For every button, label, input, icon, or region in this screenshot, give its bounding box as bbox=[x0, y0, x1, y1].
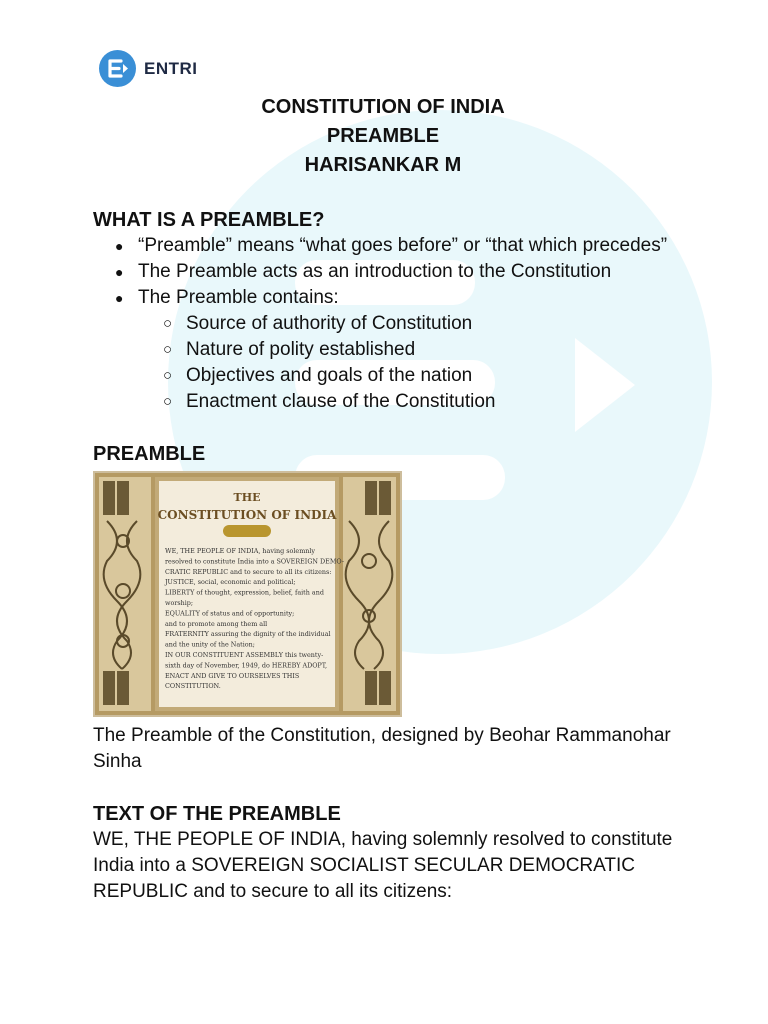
logo-text: ENTRI bbox=[144, 58, 198, 78]
image-text-line: CONSTITUTION. bbox=[165, 682, 221, 691]
image-text-line: resolved to constitute India into a SOVEREIGN DEMO- bbox=[165, 557, 345, 566]
image-text-line: and to promote among them all bbox=[165, 619, 268, 628]
preamble-text: WE, THE PEOPLE OF INDIA, having solemnly resolved to constitute India into a SOVEREIGN SOCIALIST SECULAR DEMOCRATIC REPUBLIC and to secure to all its citizens: bbox=[93, 829, 673, 902]
image-text-line: EQUALITY of status and of opportunity; bbox=[165, 609, 295, 618]
image-text-line: IN OUR CONSTITUENT ASSEMBLY this twenty- bbox=[165, 651, 324, 659]
image-text-line: worship; bbox=[165, 599, 194, 607]
sub-bullet-item: ○ Objectives and goals of the nation bbox=[163, 363, 693, 389]
image-text-line: FRATERNITY assuring the dignity of the individual bbox=[165, 630, 331, 639]
image-caption: The Preamble of the Constitution, designed by Beohar Rammanohar Sinha bbox=[93, 725, 671, 772]
bullet-text: The Preamble contains: bbox=[138, 287, 339, 308]
image-text-line: WE, THE PEOPLE OF INDIA, having solemnly bbox=[165, 547, 316, 555]
text-heading: TEXT OF THE PREAMBLE bbox=[93, 803, 341, 825]
image-text-line: and the unity of the Nation; bbox=[165, 640, 255, 649]
image-text-line: LIBERTY of thought, expression, belief, faith and bbox=[165, 588, 324, 597]
doc-author: HARISANKAR M bbox=[304, 154, 462, 176]
entri-logo-icon bbox=[99, 50, 136, 87]
sub-bullet-item: ○ Enactment clause of the Constitution bbox=[163, 389, 693, 415]
image-text-line: CRATIC REPUBLIC and to secure to all its citizens: bbox=[165, 567, 332, 576]
sub-bullet-item: ○ Nature of polity established bbox=[163, 337, 693, 363]
preamble-document-image bbox=[93, 471, 402, 717]
title-block bbox=[93, 93, 673, 180]
image-title-line1: THE bbox=[233, 491, 261, 504]
image-text-line: ENACT AND GIVE TO OURSELVES THIS bbox=[165, 671, 300, 680]
image-text-line: sixth day of November, 1949, do HEREBY ADOPT, bbox=[165, 661, 328, 670]
sub-list bbox=[138, 311, 693, 415]
preamble-heading: PREAMBLE bbox=[93, 443, 206, 465]
doc-subtitle: PREAMBLE bbox=[326, 125, 440, 147]
bullet-item: ● The Preamble acts as an introduction to the Constitution bbox=[115, 259, 693, 285]
image-title-line2: CONSTITUTION OF INDIA bbox=[157, 508, 337, 522]
doc-title: CONSTITUTION OF INDIA bbox=[261, 96, 505, 118]
bullet-item bbox=[115, 285, 693, 415]
document-body bbox=[93, 93, 693, 905]
sub-bullet-item: ○ Source of authority of Constitution bbox=[163, 311, 693, 337]
image-text-line: JUSTICE, social, economic and political; bbox=[165, 578, 296, 587]
entri-logo bbox=[99, 50, 198, 87]
bullet-item: ● “Preamble” means “what goes before” or “that which precedes” bbox=[115, 233, 693, 259]
what-is-heading: WHAT IS A PREAMBLE? bbox=[93, 209, 325, 231]
what-is-list bbox=[93, 233, 693, 415]
